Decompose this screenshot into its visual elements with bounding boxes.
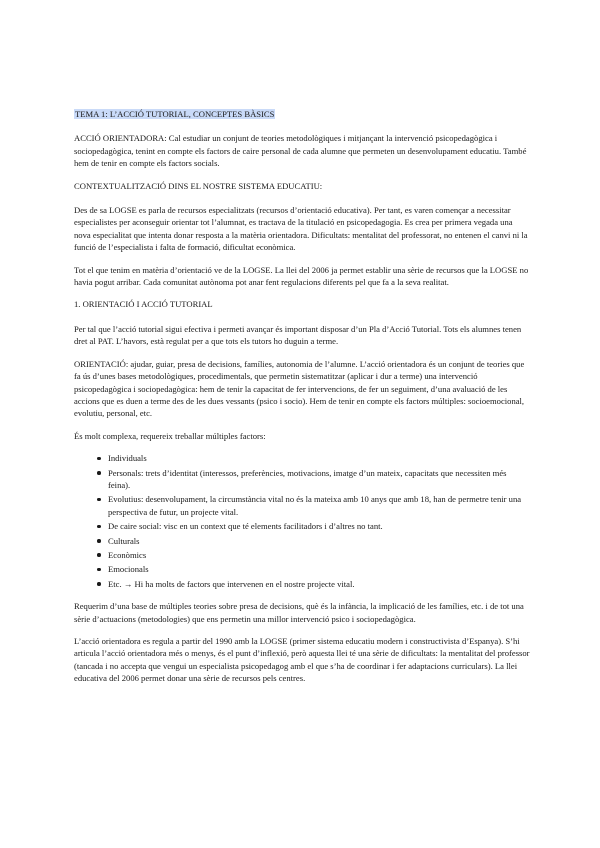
- list-item: Personals: trets d’identitat (interessos, preferències, motivacions, imatge d’un mateix, capacitats que necessiten més feina).: [108, 467, 530, 492]
- list-item: De caire social: visc en un context que té elements facilitadors i d’altres no tant.: [108, 520, 530, 532]
- list-item: Etc. → Hi ha molts de factors que intervenen en el nostre projecte vital.: [108, 578, 530, 590]
- list-item: Evolutius: desenvolupament, la circumstància vital no és la mateixa amb 10 anys que amb 18, han de permetre tenir una perspectiva de futur, un projecte vital.: [108, 493, 530, 518]
- complexa-paragraph: És molt complexa, requereix treballar múltiples factors:: [74, 430, 266, 441]
- llei-paragraph: Tot el que tenim en matèria d’orientació ve de la LOGSE. La llei del 2006 ja permet establir una sèrie de recursos que la LOGSE no havia pogut arribar. Cada comunitat autònoma pot anar fent regulacions diferents pel que fa a la seva realitat.: [74, 264, 529, 288]
- list-item: Individuals: [108, 452, 530, 464]
- requerim-paragraph: Requerim d’una base de múltiples teories sobre presa de decisions, què és la infància, la implicació de les famílies, etc. i de tot una sèrie d’actuacions (metodologies) que ens permetin una millor intervenció psico i sociopedagògica.: [74, 601, 524, 624]
- logse-paragraph: Des de sa LOGSE es parla de recursos especialitzats (recursos d’orientació educativa). Per tant, es varen començar a necessitar especialistes per aconseguir orientar tot l’alumnat, es tractava de la titulació en psicopedagogia. Es crea per primera vegada una nova especialitat que intenta donar resposta a la matèria orientadora. Dificultats: mentalitat del professorat, no entenen el canvi ni la funció de l’especialista i falta de formació, dificultat econòmica.: [74, 205, 528, 253]
- title-highlight: TEMA 1: L’ACCIÓ TUTORIAL, CONCEPTES BÀSICS: [75, 109, 275, 119]
- section-heading-orientacio: 1. ORIENTACIÓ I ACCIÓ TUTORIAL: [74, 299, 213, 310]
- pat-paragraph: Per tal que l’acció tutorial sigui efectiva i permeti avançar és important disposar d’un Pla d’Acció Tutorial. Tots els alumnes tenen dret al PAT. L’havors, està regulat per a que tots els tutors ho duguin a terme.: [74, 323, 522, 347]
- list-item: Emocionals: [108, 563, 530, 575]
- orientacio-paragraph: ORIENTACIÓ: ajudar, guiar, presa de decisions, famílies, autonomia de l’alumne. L’acció orientadora és un conjunt de teories que fa ús d’unes bases metodològiques, procedimentals, que permetin sistematitzar (aplicar i dur a terme) una intervenció psicopedagògica i sociopedagògica: hem de tenir la capacitat de fer intervencions, de fer un seguiment, d’una avaluació de les accions que es duen a terme des de les dues vessants (psico i socio). Hem de tenir en compte els factors múltiples: socioemocional, evolutiu, personal, etc.: [74, 358, 525, 419]
- list-item: Econòmics: [108, 549, 530, 561]
- list-item: Culturals: [108, 535, 530, 547]
- document-body: [74, 108, 530, 695]
- intro-paragraph: ACCIÓ ORIENTADORA: Cal estudiar un conjunt de teories metodològiques i mitjançant la intervenció psicopedagògica i sociopedagògica, tenint en compte els factors de caire personal de cada alumne que permeten un desenvolupament educatiu. També hem de tenir en compte els factors socials.: [74, 133, 527, 169]
- factors-list: [74, 452, 530, 590]
- section-heading-context: CONTEXTUALITZACIÓ DINS EL NOSTRE SISTEMA EDUCATIU:: [74, 180, 323, 191]
- document-title: [74, 108, 530, 120]
- regulacio-1990-paragraph: L’acció orientadora es regula a partir del 1990 amb la LOGSE (primer sistema educatiu modern i constructivista d’Espanya). S’hi articula l’acció orientadora més o menys, és el punt d’inflexió, però aquesta llei té una sèrie de dificultats: la mentalitat del professor (tancada i no accepta que vengui un especialista psicopedagog amb el que s’ha de coordinar i fer adaptacions curriculars). La llei educativa del 2006 permet donar una sèrie de recursos pels centres.: [74, 636, 530, 684]
